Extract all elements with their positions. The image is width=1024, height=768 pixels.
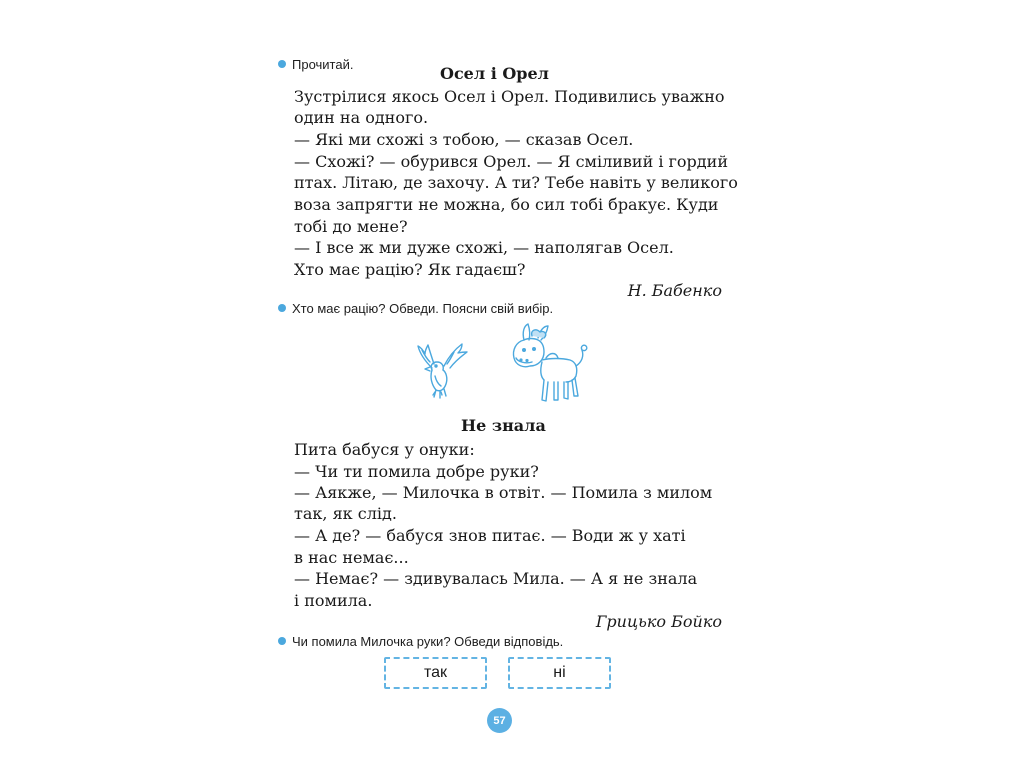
answer-no-label: ні (553, 664, 566, 681)
story1-line: — Які ми схожі з тобою, — сказав Осел. (294, 130, 634, 149)
story1-line: один на одного. (294, 108, 429, 127)
story2-line: — А де? — бабуся знов питає. — Води ж у хаті (294, 526, 686, 545)
answer-yes-box[interactable] (384, 657, 487, 689)
answer-no-box[interactable] (508, 657, 611, 689)
donkey-icon[interactable] (502, 322, 590, 406)
task-read (278, 57, 353, 73)
task-who-is-right-label: Хто має рацію? Обведи. Поясни свій вибір. (292, 301, 554, 316)
page-number-badge (487, 708, 512, 733)
story1-line: тобі до мене? (294, 217, 408, 236)
story1-line: — Схожі? — обурився Орел. — Я сміливий і гордий (294, 152, 728, 171)
bullet-icon (278, 637, 286, 645)
story2-author: Грицько Бойко (595, 612, 722, 631)
story1-line: Зустрілися якось Осел і Орел. Подивились уважно (294, 87, 725, 106)
bullet-icon (278, 60, 286, 68)
eagle-icon[interactable] (410, 340, 470, 402)
story1-line: птах. Літаю, де захочу. А ти? Тебе навіть у великого (294, 173, 738, 192)
story1-line: воза запрягти не можна, бо сил тобі бракує. Куди (294, 195, 719, 214)
story1-title: Осел і Орел (440, 64, 549, 83)
story1-author: Н. Бабенко (627, 281, 722, 300)
story2-line: Пита бабуся у онуки: (294, 440, 475, 459)
task-read-label: Прочитай. (292, 57, 354, 72)
story2-line: в нас немає... (294, 548, 409, 567)
story2-line: — Чи ти помила добре руки? (294, 462, 539, 481)
story2-line: так, як слід. (294, 504, 397, 523)
page-margin-left (0, 0, 238, 768)
story2-title: Не знала (461, 416, 546, 435)
story1-line: — І все ж ми дуже схожі, — наполягав Осел. (294, 238, 674, 257)
task-did-she-wash-label: Чи помила Милочка руки? Обведи відповідь. (292, 634, 564, 649)
page-number: 57 (493, 714, 506, 727)
story2-line: — Аякже, — Милочка в отвіт. — Помила з милом (294, 483, 713, 502)
task-who-is-right (278, 301, 553, 317)
answer-yes-label: так (423, 664, 448, 681)
bullet-icon (278, 304, 286, 312)
story1-line: Хто має рацію? Як гадаєш? (294, 260, 526, 279)
task-did-she-wash (278, 634, 563, 650)
story2-line: і помила. (294, 591, 373, 610)
story2-line: — Немає? — здивувалась Мила. — А я не знала (294, 569, 698, 588)
